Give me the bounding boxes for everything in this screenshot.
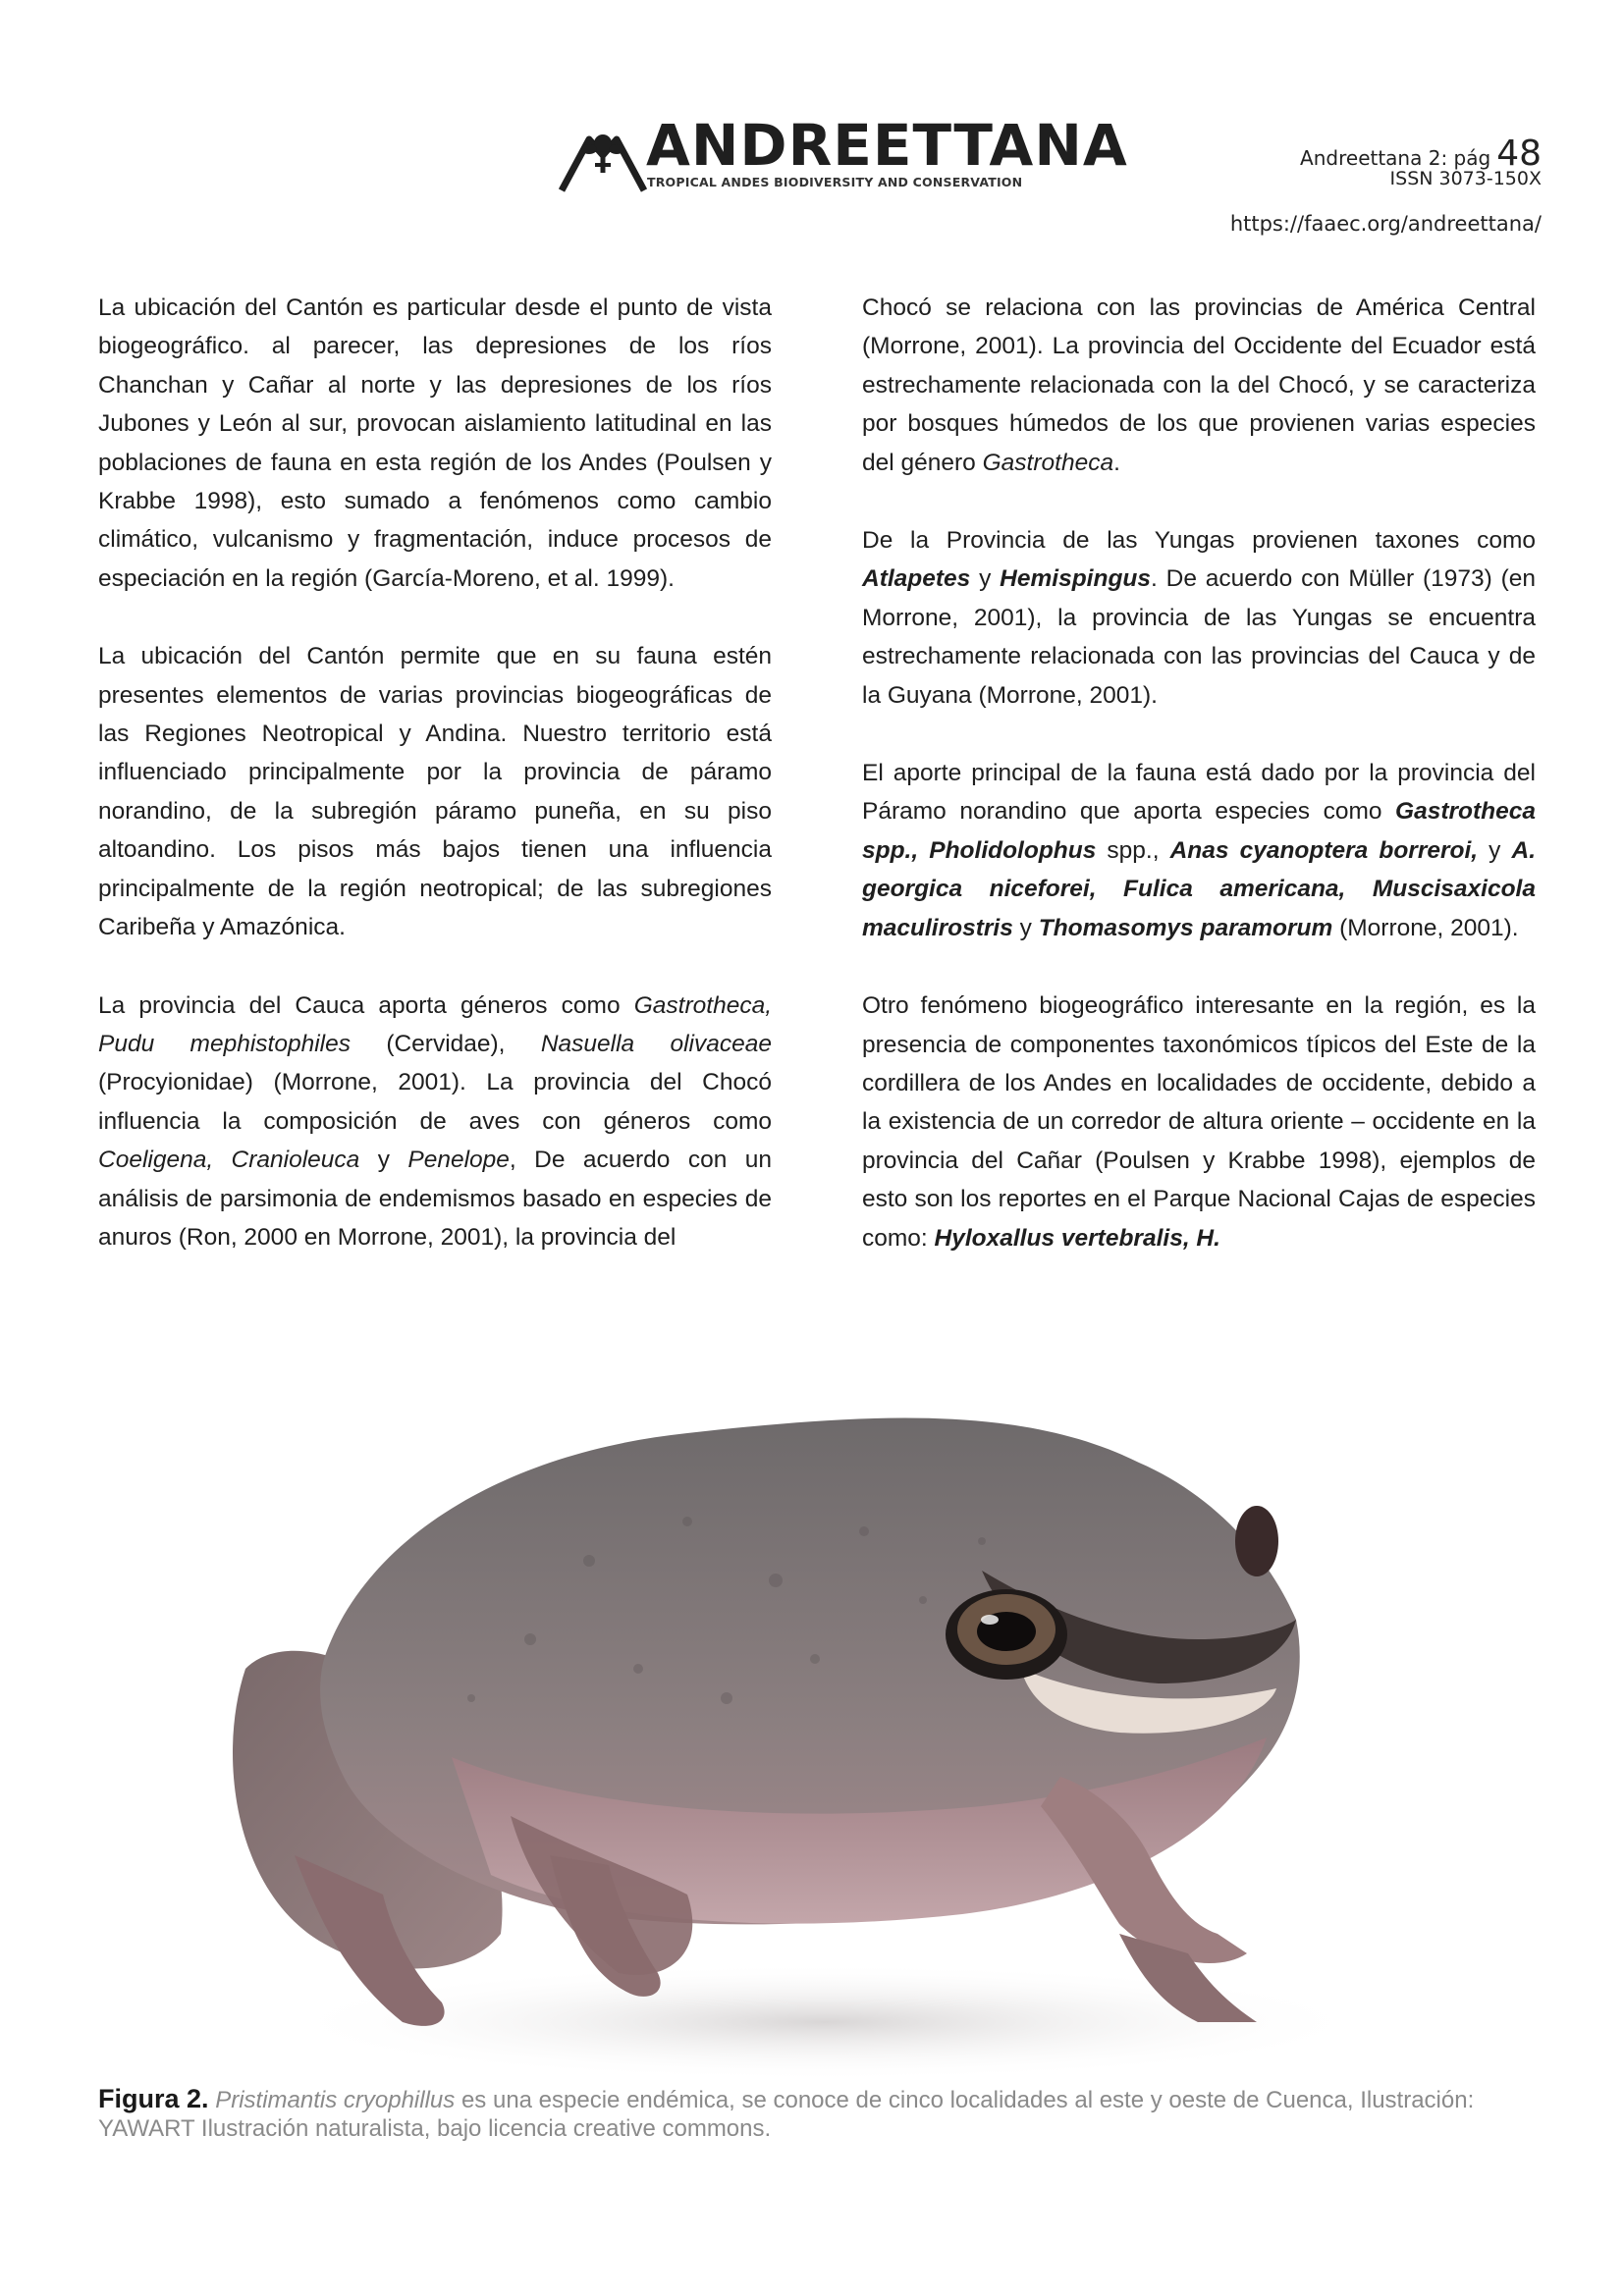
journal-meta bbox=[1300, 133, 1542, 189]
journal-url[interactable]: https://faaec.org/andreettana/ bbox=[1229, 212, 1542, 236]
paragraph: La ubicación del Cantón es particular desde el punto de vista biogeográfico. al parecer, las depresiones de los ríos Chanchan y Cañar al norte y las depresiones de los ríos Jubones y León al sur, provocan aislamiento latitudinal en las poblaciones de fauna en esta región de los Andes (Poulsen y Krabbe 1998), esto sumado a fenómenos como cambio climático, vulcanismo y fragmentación, induce procesos de especiación en la región (García-Moreno, et al. 1999). bbox=[98, 294, 772, 592]
paragraph: El aporte principal de la fauna está dado por la provincia del Páramo norandino que aporta especies como Gastrotheca spp., Pholidolophus spp., Anas cyanoptera borreroi, y A. georgica niceforei, Fulica americana, Muscisaxicola maculirostris y Thomasomys paramorum (Morrone, 2001). bbox=[862, 760, 1536, 941]
journal-page-label: Andreettana 2: pág bbox=[1300, 146, 1491, 170]
caption-text: es una especie endémica, se conoce de cinco localidades al este y oeste de Cuenca, Ilustración: YAWART Ilustración naturalista, bajo licencia creative commons. bbox=[98, 2087, 1475, 2142]
frog-mountain-logo-icon bbox=[556, 110, 650, 204]
paragraph: De la Provincia de las Yungas provienen taxones como Atlapetes y Hemispingus. De acuerdo con Müller (1973) (en Morrone, 2001), la provincia de las Yungas se encuentra estrechamente relacionada con las provincias del Cauca y de la Guyana (Morrone, 2001). bbox=[862, 527, 1536, 709]
paragraph: La ubicación del Cantón permite que en su fauna estén presentes elementos de varias provincias biogeográficas de las Regiones Neotropical y Andina. Nuestro territorio está influenciado principalmente por la provincia de páramo norandino, de la subregión páramo puneña, en su piso altoandino. Los pisos más bajos tienen una influencia principalmente de la región neotropical; de las subregiones Caribeña y Amazónica. bbox=[98, 643, 772, 941]
frog-drawing bbox=[177, 1345, 1453, 2091]
journal-logo bbox=[556, 110, 1128, 204]
paragraph: Otro fenómeno biogeográfico interesante en la región, es la presencia de componentes taxonómicos típicos del Este de la cordillera de los Andes en localidades de occidente, debido a la existencia de un corredor de altura oriente – occidente en la provincia del Cañar (Poulsen y Krabbe 1998), ejemplos de esto son los reportes en el Parque Nacional Cajas de especies como: Hyloxallus vertebralis, H. bbox=[862, 992, 1536, 1252]
figure-label: Figura 2. bbox=[98, 2084, 209, 2113]
paragraph: La provincia del Cauca aporta géneros como Gastrotheca, Pudu mephistophiles (Cervidae), Nasuella olivaceae (Procyionidae) (Morrone, 2001). La provincia del Chocó influencia la composición de aves con géneros como Coeligena, Cranioleuca y Penelope, De acuerdo con un análisis de parsimonia de endemismos basado en especies de anuros (Ron, 2000 en Morrone, 2001), la provincia del bbox=[98, 991, 773, 1251]
logo-wordmark: ANDREETTANA bbox=[646, 112, 1128, 179]
issn: ISSN 3073-150X bbox=[1389, 168, 1542, 189]
frog-illustration bbox=[177, 1345, 1453, 2091]
logo-tagline: TROPICAL ANDES BIODIVERSITY AND CONSERVATION bbox=[647, 175, 1023, 189]
page-number: 48 bbox=[1496, 133, 1542, 174]
species-name: Pristimantis cryophillus bbox=[215, 2087, 456, 2113]
figure-caption bbox=[98, 2085, 1526, 2143]
left-column bbox=[98, 289, 772, 1296]
paragraph: Chocó se relaciona con las provincias de América Central (Morrone, 2001). La provincia del Occidente del Ecuador está estrechamente relacionada con la del Chocó, y se caracteriza por bosques húmedos de los que provienen varias especies del género Gastrotheca. bbox=[862, 294, 1536, 476]
right-column bbox=[862, 289, 1536, 1297]
